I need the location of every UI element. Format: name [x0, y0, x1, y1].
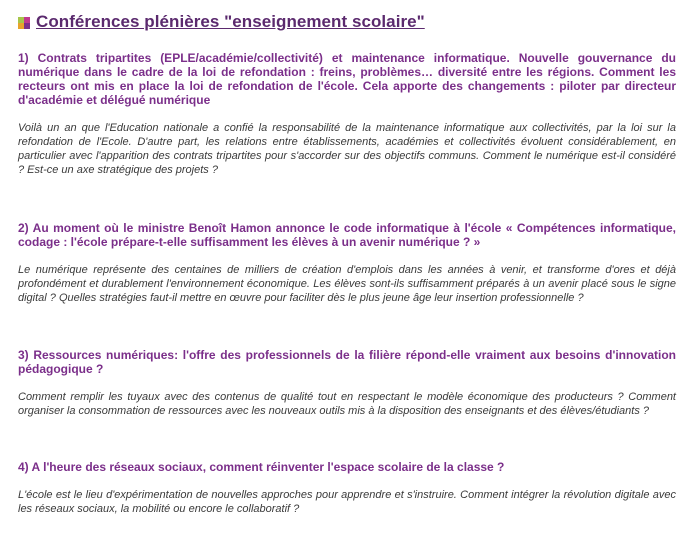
title-row	[18, 10, 676, 34]
section-text: L'école est le lieu d'expérimentation de nouvelles approches pour apprendre et s'instruire. Comment intégrer la révolution digitale avec les réseaux sociaux, la mobilité ou encore le collaboratif ?	[18, 489, 676, 515]
page-title: Conférences plénières "enseignement scolaire"	[36, 12, 425, 31]
section-4	[18, 460, 676, 516]
section-2	[18, 221, 676, 305]
section-question: 4) A l'heure des réseaux sociaux, comment réinventer l'espace scolaire de la classe ?	[18, 460, 505, 474]
section-3	[18, 348, 676, 418]
squares-bullet-icon	[18, 17, 30, 29]
section-text: Voilà un an que l'Education nationale a confié la responsabilité de la maintenance informatique aux collectivités, par la loi sur la refondation de l'Ecole. D'autre part, les relations entre établissements, académies et collectivités évoluent considérablement, en particulier avec l'apparition des contrats tripartites pour s'accorder sur des objectifs communs. Comment le numérique est-il considéré ? Est-ce un axe stratégique des projets ?	[18, 122, 676, 176]
section-text: Le numérique représente des centaines de milliers de création d'emplois dans les années à venir, et transforme d'ores et déjà profondément et durablement l'environnement économique. Les élèves sont-ils suffisamment préparés à un avenir placé sous le signe digital ? Quelles stratégies faut-il mettre en œuvre pour faciliter dès le plus jeune âge leur insertion professionnelle ?	[18, 264, 676, 304]
section-question: 1) Contrats tripartites (EPLE/académie/collectivité) et maintenance informatique. Nouvelle gouvernance du numérique dans le cadre de la loi de refondation : freins, problèmes… diversité entre les régions. Comment les recteurs ont mis en place la loi de refondation de l'école. Cela apporte des changements : piloter par directeur d'académie et délégué numérique	[18, 51, 676, 107]
section-1	[18, 51, 676, 177]
section-text: Comment remplir les tuyaux avec des contenus de qualité tout en respectant le modèle économique des producteurs ? Comment organiser la consommation de ressources avec les nouveaux outils mis à la disposition des enseignants et des élèves/étudiants ?	[18, 391, 676, 417]
document	[18, 10, 676, 516]
square-icon-4	[24, 23, 30, 29]
section-question: 3) Ressources numériques: l'offre des professionnels de la filière répond-elle vraiment aux besoins d'innovation pédagogique ?	[18, 348, 676, 376]
section-question: 2) Au moment où le ministre Benoît Hamon annonce le code informatique à l'école « Compétences informatique, codage : l'école prépare-t-elle suffisamment les élèves à un avenir numérique ? »	[18, 221, 676, 249]
